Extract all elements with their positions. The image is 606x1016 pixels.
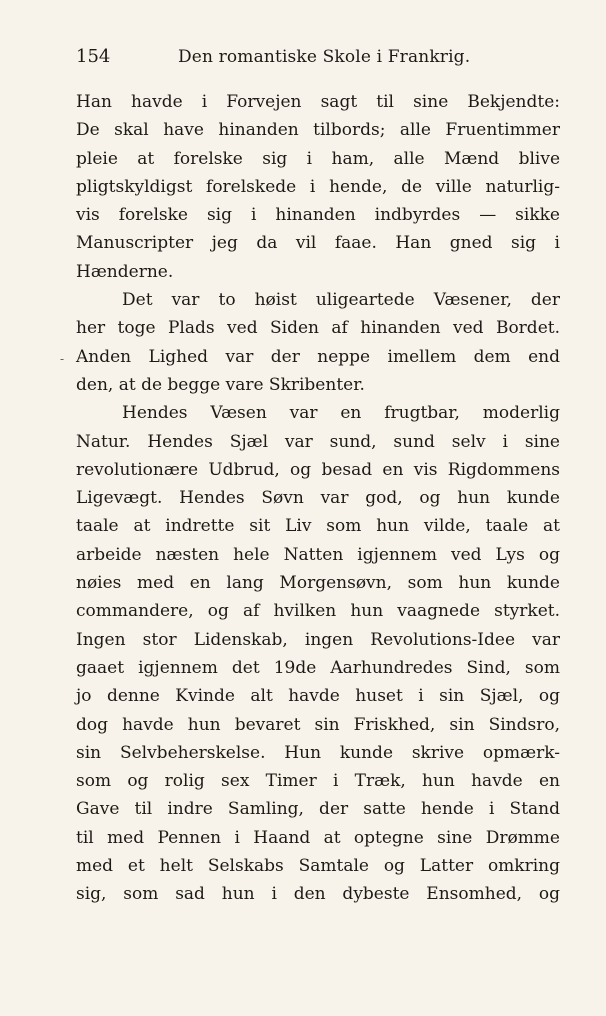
- text-line: Anden Lighed var der neppe imellem dem end: [76, 346, 560, 367]
- text-line: pligtskyldigst forelskede i hende, de ville naturlig-: [76, 176, 560, 197]
- text-line: til med Pennen i Haand at optegne sine Drømme: [76, 827, 560, 848]
- text-line: Natur. Hendes Sjæl var sund, sund selv i sine: [76, 431, 560, 452]
- text-line: Han havde i Forvejen sagt til sine Bekjendte:: [76, 92, 560, 112]
- running-title: Den romantiske Skole i Frankrig.: [178, 47, 471, 67]
- text-line: jo denne Kvinde alt havde huset i sin Sjæl, og: [76, 686, 560, 707]
- text-line: Ligevægt. Hendes Søvn var god, og hun kunde: [76, 488, 560, 509]
- body-text: [76, 88, 560, 909]
- text-line: sin Selvbeherskelse. Hun kunde skrive opmærk-: [76, 742, 560, 763]
- text-line: Gave til indre Samling, der satte hende i Stand: [76, 799, 560, 820]
- page-header: [76, 46, 560, 72]
- text-line: De skal have hinanden tilbords; alle Fruentimmer: [76, 120, 560, 141]
- text-line: her toge Plads ved Siden af hinanden ved Bordet.: [76, 318, 560, 339]
- text-line: Det var to høist uligeartede Væsener, der: [122, 290, 560, 311]
- text-line: vis forelske sig i hinanden indbyrdes — sikke: [76, 205, 560, 226]
- text-line: Hendes Væsen var en frugtbar, moderlig: [122, 403, 560, 424]
- text-line: Manuscripter jeg da vil faae. Han gned sig i: [76, 233, 560, 254]
- text-line: nøies med en lang Morgensøvn, som hun kunde: [76, 573, 560, 594]
- text-line: som og rolig sex Timer i Træk, hun havde en: [76, 771, 560, 792]
- text-line: sig, som sad hun i den dybeste Ensomhed, og: [76, 884, 560, 905]
- text-line: pleie at forelske sig i ham, alle Mænd blive: [76, 148, 560, 169]
- text-line: gaaet igjennem det 19de Aarhundredes Sind, som: [76, 657, 560, 678]
- page-number: 154: [76, 46, 111, 67]
- text-line: med et helt Selskabs Samtale og Latter omkring: [76, 856, 560, 877]
- text-line: revolutionære Udbrud, og besad en vis Rigdommens: [76, 459, 560, 480]
- margin-mark: -: [60, 352, 65, 366]
- text-line: Ingen stor Lidenskab, ingen Revolutions-Idee var: [76, 629, 560, 650]
- text-line: Hænderne.: [76, 261, 174, 282]
- text-line: commandere, og af hvilken hun vaagnede styrket.: [76, 601, 560, 622]
- text-line: arbeide næsten hele Natten igjennem ved Lys og: [76, 544, 560, 565]
- text-line: den, at de begge vare Skribenter.: [76, 374, 365, 395]
- text-line: dog havde hun bevaret sin Friskhed, sin Sindsro,: [76, 714, 560, 735]
- text-line: taale at indrette sit Liv som hun vilde, taale at: [76, 516, 560, 537]
